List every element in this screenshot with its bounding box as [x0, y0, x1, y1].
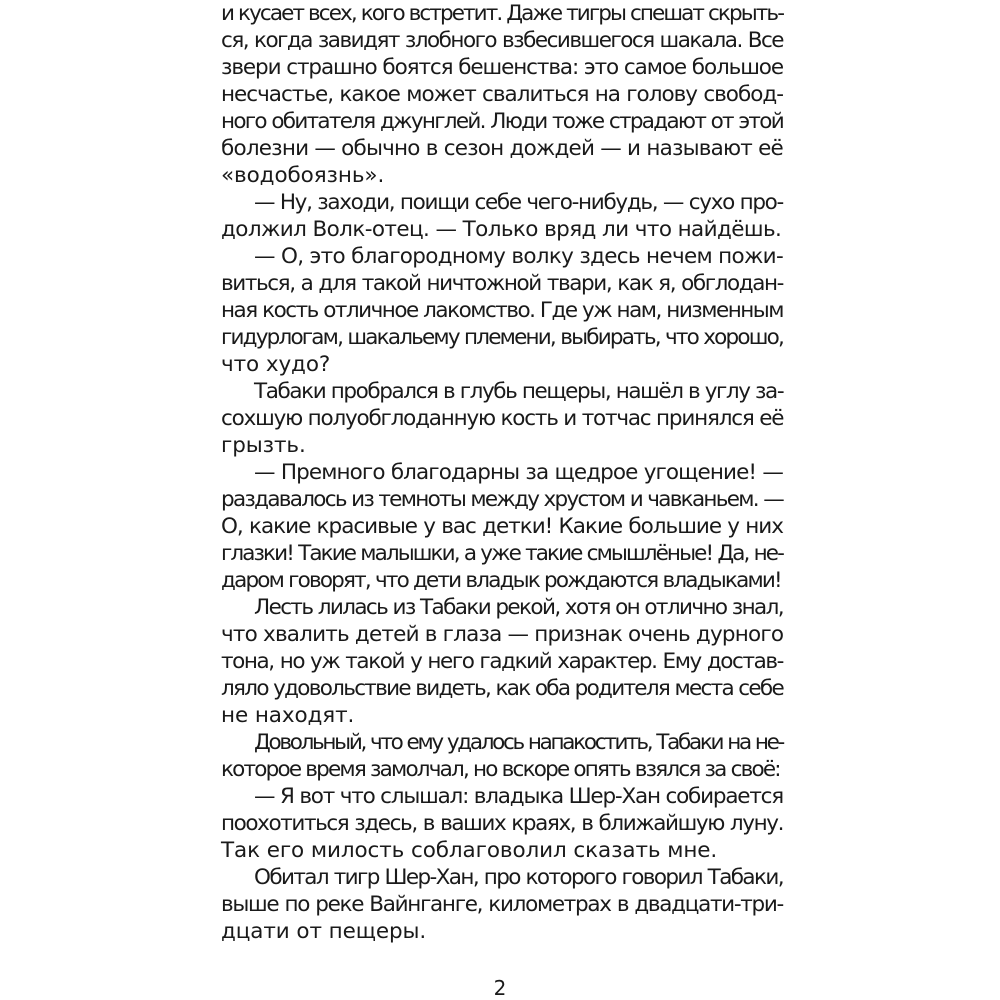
page-number: 2: [493, 976, 507, 1000]
text-line: поохотиться здесь, в ваших краях, в ближайшую луну.: [221, 811, 783, 836]
text-line: раздавалось из темноты между хрустом и чавканьем. —: [221, 487, 783, 512]
text-line: ся, когда завидят злобного взбесившегося шакала. Все: [221, 28, 783, 53]
text-line: Табаки пробрался в глубь пещеры, нашёл в углу за-: [254, 379, 784, 404]
text-line: гидурлогам, шакальему племени, выбирать, что хорошо,: [221, 325, 783, 350]
text-line: ного обитателя джунглей. Люди тоже страдают от этой: [221, 109, 783, 134]
text-line: которое время замолчал, но вскоре опять взялся за своё:: [221, 757, 780, 782]
text-line: — Премного благодарны за щедрое угощение! —: [254, 460, 783, 485]
text-line: — Я вот что слышал: владыка Шер-Хан собирается: [254, 784, 783, 809]
text-line: болезни — обычно в сезон дождей — и называют её: [221, 136, 783, 161]
text-line: виться, а для такой ничтожной твари, как я, обглодан-: [221, 271, 783, 296]
text-line: даром говорят, что дети владык рождаются владыками!: [221, 568, 781, 593]
text-line: О, какие красивые у вас детки! Какие большие у них: [221, 514, 783, 539]
text-line: что худо?: [221, 352, 331, 377]
text-line: — Ну, заходи, поищи себе чего-нибудь, — сухо про-: [254, 190, 783, 215]
text-line: сохшую полуобглоданную кость и тотчас принялся её: [221, 406, 784, 431]
text-line: грызть.: [221, 433, 306, 458]
text-line: «водобоязнь».: [221, 163, 385, 188]
text-line: ная кость отличное лакомство. Где уж нам, низменным: [221, 298, 783, 323]
text-line: ляло удовольствие видеть, как оба родителя места себе: [221, 676, 783, 701]
text-line: Лесть лилась из Табаки рекой, хотя он отлично знал,: [254, 595, 783, 620]
text-line: глазки! Такие малышки, а уже такие смышлёные! Да, не-: [221, 541, 783, 566]
text-line: тона, но уж такой у него гадкий характер. Ему достав-: [221, 649, 783, 674]
text-line: Так его милость соблаговолил сказать мне.: [221, 838, 718, 863]
text-line: выше по реке Вайнганге, километрах в двадцати-три-: [221, 892, 783, 917]
text-line: звери страшно боятся бешенства: это самое большое: [221, 55, 783, 80]
text-line: Обитал тигр Шер-Хан, про которого говорил Табаки,: [254, 865, 783, 890]
text-line: дцати от пещеры.: [221, 919, 427, 944]
text-line: не находят.: [221, 703, 355, 728]
text-line: — О, это благородному волку здесь нечем пожи-: [254, 244, 783, 269]
text-line: что хвалить детей в глаза — признак очень дурного: [221, 622, 784, 647]
text-line: и кусает всех, кого встретит. Даже тигры спешат скрыть-: [221, 1, 784, 26]
text-line: несчастье, какое может свалиться на голову свобод-: [221, 82, 783, 107]
text-line: Довольный, что ему удалось напакостить, Табаки на не-: [254, 730, 783, 755]
text-line: должил Волк-отец. — Только вряд ли что найдёшь.: [221, 217, 782, 242]
